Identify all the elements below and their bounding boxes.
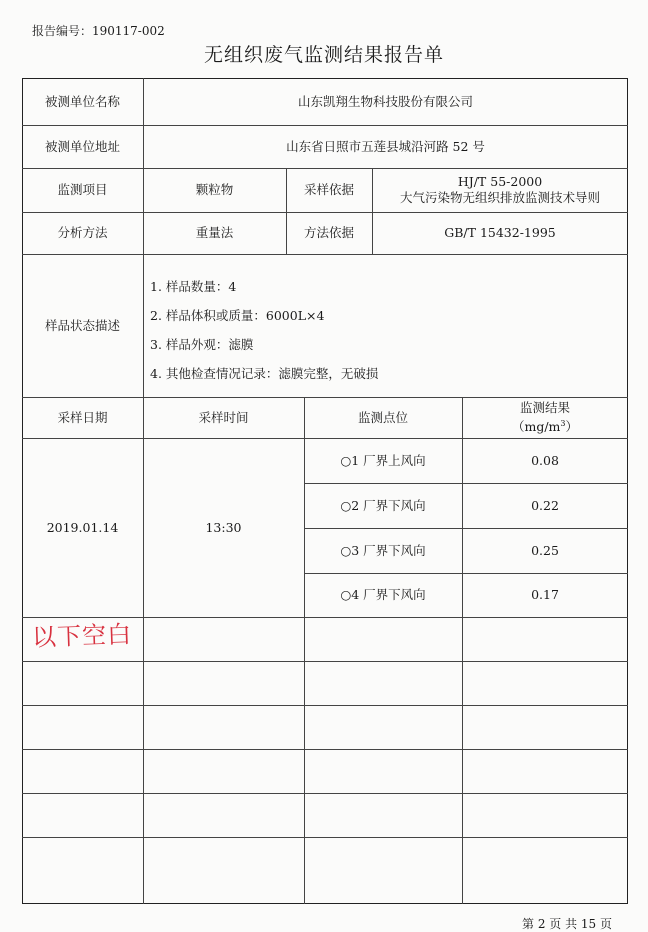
unit-name-value: 山东凯翔生物科技股份有限公司 bbox=[297, 93, 473, 109]
blank-below-stamp: 以下空白 bbox=[31, 620, 133, 652]
row-divider bbox=[22, 749, 628, 750]
sampling-basis-label: 采样依据 bbox=[303, 182, 354, 197]
sampling-time: 13:30 bbox=[205, 519, 242, 535]
sample-state-list bbox=[150, 272, 378, 388]
sampling-basis-value bbox=[372, 168, 628, 212]
sample-state-line: 3. 样品外观：滤膜 bbox=[150, 337, 254, 352]
header-time: 采样时间 bbox=[198, 409, 249, 425]
method-label: 分析方法 bbox=[57, 225, 108, 240]
sampling-basis-code: HJ/T 55-2000 bbox=[457, 174, 543, 189]
method-basis-label: 方法依据 bbox=[303, 225, 354, 240]
page-number: 第 2 页 共 15 页 bbox=[522, 917, 612, 931]
table-row-value: 0.08 bbox=[531, 452, 559, 468]
table-row-point: ○3 厂界下风向 bbox=[340, 542, 426, 558]
address-label: 被测单位地址 bbox=[44, 138, 120, 154]
item-value: 颗粒物 bbox=[195, 182, 234, 197]
report-number: 报告编号：190117-002 bbox=[32, 24, 165, 38]
table-row-point: ○1 厂界上风向 bbox=[340, 452, 426, 468]
table-row-value: 0.25 bbox=[531, 542, 559, 558]
table-row-value: 0.17 bbox=[531, 587, 559, 602]
address-value: 山东省日照市五莲县城沿河路 52 号 bbox=[286, 138, 485, 154]
sample-state-line: 4. 其他检查情况记录：滤膜完整，无破损 bbox=[150, 366, 379, 381]
header-result bbox=[462, 397, 628, 438]
page-title: 无组织废气监测结果报告单 bbox=[203, 44, 444, 66]
header-result-unit: $(mg/m^3)$ bbox=[511, 418, 579, 435]
item-label: 监测项目 bbox=[57, 182, 108, 197]
table-row-point: ○2 厂界下风向 bbox=[340, 497, 426, 513]
sampling-date: 2019.01.14 bbox=[46, 519, 119, 535]
table-row-point: ○4 厂界下风向 bbox=[340, 587, 426, 602]
header-result-title: 监测结果 bbox=[519, 399, 570, 415]
row-divider bbox=[22, 705, 628, 706]
sample-state-line: 1. 样品数量：4 bbox=[150, 279, 237, 294]
sampling-basis-name: 大气污染物无组织排放监测技术导则 bbox=[399, 190, 600, 205]
method-basis-value: GB/T 15432-1995 bbox=[444, 225, 556, 240]
method-value: 重量法 bbox=[195, 225, 234, 240]
table-row-value: 0.22 bbox=[531, 497, 559, 513]
sample-state-label: 样品状态描述 bbox=[44, 317, 120, 333]
header-point: 监测点位 bbox=[357, 409, 408, 425]
row-divider bbox=[22, 837, 628, 838]
sample-state-line: 2. 样品体积或质量：6000L×4 bbox=[150, 308, 325, 323]
unit-name-label: 被测单位名称 bbox=[44, 93, 120, 109]
row-divider bbox=[22, 793, 628, 794]
row-divider bbox=[22, 661, 628, 662]
header-date: 采样日期 bbox=[57, 409, 108, 425]
